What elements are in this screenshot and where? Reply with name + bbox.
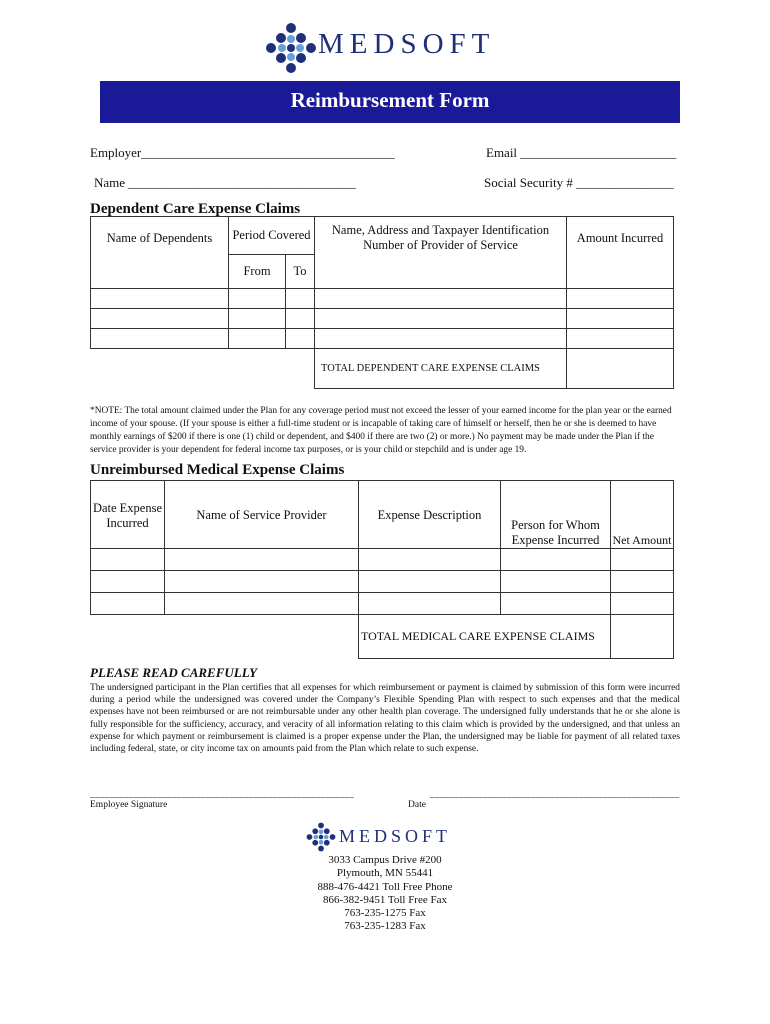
net-amount-cell[interactable] bbox=[611, 593, 674, 615]
person-cell[interactable] bbox=[501, 593, 611, 615]
header-provider-line1: Name, Address and Taxpayer Identification bbox=[331, 223, 550, 237]
person-cell[interactable] bbox=[501, 571, 611, 593]
table-row bbox=[91, 289, 674, 309]
header-expense-description: Expense Description bbox=[359, 481, 501, 549]
header-to: To bbox=[286, 255, 315, 289]
to-cell[interactable] bbox=[286, 289, 315, 309]
address-line2: Plymouth, MN 55441 bbox=[336, 867, 434, 880]
logo-text: MEDSOFT bbox=[318, 28, 496, 60]
dependent-care-note: *NOTE: The total amount claimed under the Plan for any coverage period must not exceed the lesser of your earned income for the plan year or the earned income of your spouse. (If your spouse is either a full-time student or is incapable of taking care of himself or herself, then he or she is deemed to have monthly earnings of $200 if there is one (1) child or dependent, and $400 if there are two (2) or more.) No payment may be made under the Plan if the service provider is your dependent for federal income tax purposes, or is your child or stepchild and is under age 19. bbox=[90, 406, 672, 455]
toll-free-phone: 888-476-4421 Toll Free Phone bbox=[317, 880, 453, 893]
footer-logo-text: MEDSOFT bbox=[339, 826, 452, 846]
medical-total-label: TOTAL MEDICAL CARE EXPENSE CLAIMS bbox=[359, 615, 611, 659]
to-cell[interactable] bbox=[286, 329, 315, 349]
table-row bbox=[91, 309, 674, 329]
provider-cell[interactable] bbox=[165, 549, 359, 571]
table-row bbox=[91, 329, 674, 349]
amount-cell[interactable] bbox=[567, 289, 674, 309]
medical-claims-table bbox=[90, 480, 674, 659]
header-provider bbox=[315, 217, 567, 289]
header-date-line1: Date Expense bbox=[92, 501, 163, 515]
dependent-name-cell[interactable] bbox=[91, 289, 229, 309]
employee-signature-label: Employee Signature bbox=[90, 800, 168, 810]
table-row bbox=[91, 593, 674, 615]
employer-field[interactable]: Employer_______________________________________ bbox=[90, 145, 395, 160]
form-title-banner bbox=[100, 81, 680, 123]
footer-address bbox=[235, 854, 535, 934]
header-name-of-dependents: Name of Dependents bbox=[91, 217, 229, 289]
net-amount-cell[interactable] bbox=[611, 571, 674, 593]
amount-cell[interactable] bbox=[567, 309, 674, 329]
header-date-expense bbox=[91, 481, 165, 549]
name-field[interactable]: Name ___________________________________ bbox=[94, 175, 356, 190]
dependent-care-table bbox=[90, 216, 674, 389]
footer-logo-diamond-icon bbox=[305, 822, 337, 852]
provider-cell[interactable] bbox=[165, 593, 359, 615]
toll-free-fax: 866-382-9451 Toll Free Fax bbox=[323, 893, 447, 906]
dependent-total-label: TOTAL DEPENDENT CARE EXPENSE CLAIMS bbox=[315, 349, 567, 389]
header-net-amount: Net Amount bbox=[611, 481, 674, 549]
date-line[interactable]: ____________________________________________________ bbox=[430, 789, 680, 799]
header-person-line1: Person for Whom bbox=[511, 518, 600, 532]
medical-total-amount[interactable] bbox=[611, 615, 674, 659]
from-cell[interactable] bbox=[229, 289, 286, 309]
medsoft-logo bbox=[266, 22, 506, 74]
from-cell[interactable] bbox=[229, 329, 286, 349]
fax-1: 763-235-1275 Fax bbox=[344, 907, 426, 920]
footer-logo bbox=[305, 822, 475, 852]
logo-diamond-icon bbox=[266, 22, 316, 74]
header-service-provider: Name of Service Provider bbox=[165, 481, 359, 549]
description-cell[interactable] bbox=[359, 549, 501, 571]
form-title: Reimbursement Form bbox=[290, 88, 490, 112]
fax-2: 763-235-1283 Fax bbox=[344, 920, 426, 933]
table-row bbox=[91, 571, 674, 593]
date-cell[interactable] bbox=[91, 571, 165, 593]
date-cell[interactable] bbox=[91, 549, 165, 571]
header-person-line2: Expense Incurred bbox=[511, 533, 600, 547]
from-cell[interactable] bbox=[229, 309, 286, 329]
header-date-line2: Incurred bbox=[106, 516, 149, 530]
date-cell[interactable] bbox=[91, 593, 165, 615]
header-amount-incurred: Amount Incurred bbox=[567, 217, 674, 289]
email-field[interactable]: Email ________________________ bbox=[486, 145, 677, 160]
header-period-covered: Period Covered bbox=[229, 217, 315, 255]
medical-claims-title: Unreimbursed Medical Expense Claims bbox=[90, 462, 345, 478]
date-label: Date bbox=[408, 800, 426, 810]
dependent-care-title: Dependent Care Expense Claims bbox=[90, 201, 301, 217]
dependent-name-cell[interactable] bbox=[91, 309, 229, 329]
header-from: From bbox=[229, 255, 286, 289]
employee-signature-line[interactable]: _______________________________________________________ bbox=[90, 789, 354, 799]
person-cell[interactable] bbox=[501, 549, 611, 571]
certification-text: The undersigned participant in the Plan certifies that all expenses for which reimbursement or payment is claimed by submission of this form were incurred during a period while the undersigned was covered under the Company’s Flexible Spending Plan with respect to such expenses and that the medical expenses have not been reimbursed or are not reimbursable under any other health plan coverage. The undersigned fully understands that he or she alone is fully responsible for the sufficiency, accuracy, and veracity of all information relating to this claim which is provided by the undersigned, and that unless an expense for which payment or reimbursement is claimed is a proper expense under the Plan, the undersigned may be liable for payment of all related taxes including federal, state, or city income tax on amounts paid from the Plan which relate to such expense. bbox=[90, 683, 680, 755]
amount-cell[interactable] bbox=[567, 329, 674, 349]
provider-cell[interactable] bbox=[165, 571, 359, 593]
to-cell[interactable] bbox=[286, 309, 315, 329]
table-row bbox=[91, 549, 674, 571]
description-cell[interactable] bbox=[359, 593, 501, 615]
description-cell[interactable] bbox=[359, 571, 501, 593]
provider-cell[interactable] bbox=[315, 309, 567, 329]
provider-cell[interactable] bbox=[315, 329, 567, 349]
address-line1: 3033 Campus Drive #200 bbox=[328, 854, 442, 866]
net-amount-cell[interactable] bbox=[611, 549, 674, 571]
dependent-name-cell[interactable] bbox=[91, 329, 229, 349]
header-person bbox=[501, 481, 611, 549]
read-carefully-heading: PLEASE READ CAREFULLY bbox=[90, 665, 258, 680]
dependent-total-amount[interactable] bbox=[567, 349, 674, 389]
ssn-field[interactable]: Social Security # _______________ bbox=[484, 175, 674, 190]
provider-cell[interactable] bbox=[315, 289, 567, 309]
header-provider-line2: Number of Provider of Service bbox=[363, 238, 518, 252]
